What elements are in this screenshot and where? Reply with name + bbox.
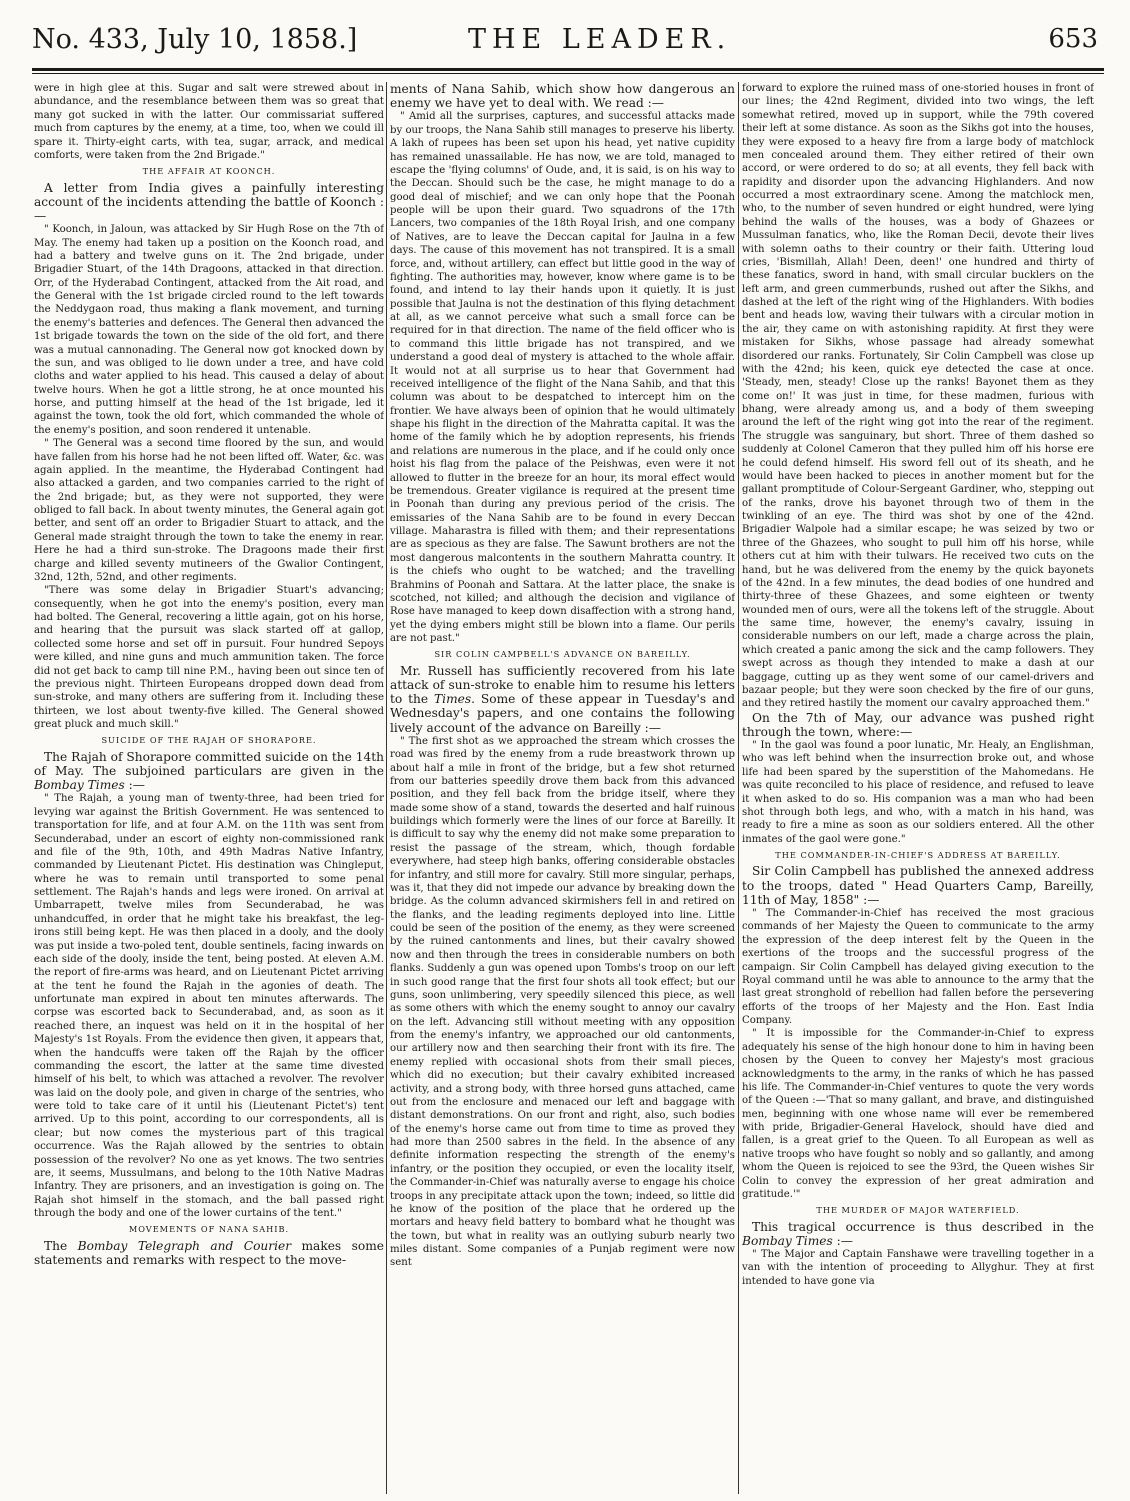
column-2 — [390, 82, 735, 1494]
text-run: . Some of these appear in Tuesday's and Wednesday's papers, and one contains the following lively account of the advance on Bareilly :— — [390, 692, 735, 735]
column-1 — [34, 82, 384, 1494]
paragraph: " The Commander-in-Chief has received the most gracious commands of her Majesty the Queen to communicate to the army the expression of the deep interest felt by the Queen in the exertions of the troops and the successful progress of the campaign. Sir Colin Campbell has delayed giving execution to the Royal command until he was able to announce to the army that the last great stronghold of rebellion had fallen before the persevering efforts of the troops of her Majesty and the Hon. East India Company. — [742, 908, 1094, 1027]
publication-title: Times — [434, 692, 472, 707]
section-heading: MOVEMENTS OF NANA SAHIB. — [128, 1224, 290, 1235]
paragraph: " In the gaol was found a poor lunatic, Mr. Healy, an Englishman, who was left behind when the insurrection broke out, and whose life had been spared by the superstition of the Mahomedans. He was quite reconciled to his place of residence, and refused to leave it when asked to do so. His companion was a man who had been shot through both legs, and who, with a match in his hand, was ready to fire a mine as soon as our soldiers entered. All the other inmates of the gaol were gone." — [742, 740, 1094, 845]
paragraph: " The first shot as we approached the stream which crosses the road was fired by the enemy from a rude breastwork thrown up about half a mile in front of the bridge, but a few shot returned from our batteries speedily drove them back from this advanced position, and they fell back from the bridge itself, where they made some show of a stand, towards the deserted and half ruinous buildings which formerly were the lines of our force at Bareilly. It is difficult to say why the enemy did not make some preparation to resist the passage of the stream, which, though fordable everywhere, had steep high banks, offering considerable obstacles for infantry, and still more for cavalry. Still more singular, perhaps, was it, that they did not impede our advance by breaking down the bridge. As the column advanced skirmishers fell in and retired on the flanks, and the leading regiments deployed into line. Little could be seen of the position of the enemy, as they were screened by the ruined cantonments and lines, but their cavalry showed now and then through the trees in considerable numbers on both flanks. Suddenly a gun was opened upon Tombs's troop on our left in such good range that the first four shots all took effect; but our guns, soon unlimbering, very speedily silenced this piece, as well as some others with which the enemy sought to annoy our cavalry on the left. Advancing still without meeting with any opposition from the enemy's infantry, we approached our old cantonments, our artillery now and then searching their front with its fire. The enemy replied with occasional shots from their small pieces, which did no execution; but their cavalry exhibited increased activity, and a strong body, with three horsed guns attached, came out from the enclosure and menaced our left and baggage with distant demonstrations. On our front and right, also, such bodies of the enemy's horse came out from time to time as proved they had more than 2500 sabres in the field. In the absence of any definite information respecting the strength of the enemy's infantry, or the position they occupied, or even the locality itself, the Commander-in-Chief was naturally averse to engage his choice troops in any precipitate attack upon the town; indeed, so little did he know of the position of the place that he ordered up the mortars and heavy field battery to bombard what he thought was the town, but what in reality was an outlying suburb nearly two miles distant. Some companies of a Punjab regiment were now sent — [390, 735, 735, 1269]
paragraph: Sir Colin Campbell has published the annexed address to the troops, dated " Head Quarters Camp, Bareilly, 11th of May, 1858" :— — [742, 864, 1094, 907]
paragraph: On the 7th of May, our advance was pushed right through the town, where:— — [742, 710, 1094, 739]
paragraph — [34, 1239, 384, 1267]
paragraph — [390, 664, 735, 735]
text-run: makes some statements and remarks with respect to the move- — [34, 1238, 384, 1268]
text-run: This tragical occurrence is thus described in the — [752, 1219, 1094, 1234]
section-heading: THE MURDER OF MAJOR WATERFIELD. — [816, 1205, 1020, 1216]
publication-title: Bombay Times — [34, 778, 125, 793]
text-run: :— — [124, 778, 145, 793]
text-run: The Rajah of Shorapore committed suicide on the 14th of May. The subjoined particulars are given in the — [34, 749, 384, 779]
paragraph: " The General was a second time floored by the sun, and would have fallen from his horse had he not been lifted off. Water, &c. was again applied. In the meantime, the Hyderabad Contingent had also attacked a garden, and two companies carried to the right of the 2nd brigade; but, as they were not supported, they were obliged to fall back. In about twenty minutes, the General again got better, and sent off an order to Brigadier Stuart to attack, and the General made straight through the town to take the enemy in rear. Here he had a third sun-stroke. The Dragoons made their first charge and killed seventy mutineers of the Gwalior Contingent, 32nd, 12th, 52nd, and other regiments. — [34, 438, 384, 583]
page-number: 653 — [1048, 24, 1098, 54]
paragraph: " It is impossible for the Commander-in-Chief to express adequately his sense of the high honour done to him in having been chosen by the Queen to convey her Majesty's most gracious acknowledgments to the army, in the ranks of which he has passed his life. The Commander-in-Chief ventures to quote the very words of the Queen :—'That so many gallant, and brave, and distinguished men, beginning with one whose name will ever be remembered with pride, Brigadier-General Havelock, should have died and fallen, is a great grief to the Queen. To all European as well as native troops who have fought so nobly and so gallantly, and among whom the Queen is rejoiced to see the 93rd, the Queen wishes Sir Colin to convey the expression of her great admiration and gratitude.'" — [742, 1028, 1094, 1200]
paragraph: " The Major and Captain Fanshawe were travelling together in a van with the intention of proceeding to Allyghur. They at first intended to have gone via — [742, 1249, 1094, 1287]
section-heading: SIR COLIN CAMPBELL'S ADVANCE ON BAREILLY. — [434, 649, 691, 660]
masthead: THE LEADER. — [468, 24, 732, 55]
publication-title: Bombay Telegraph and Courier — [77, 1238, 292, 1253]
column-divider — [386, 82, 387, 1494]
section-heading: THE AFFAIR AT KOONCH. — [142, 166, 276, 177]
paragraph: A letter from India gives a painfully interesting account of the incidents attending the battle of Koonch :— — [34, 180, 384, 224]
paragraph: ments of Nana Sahib, which show how dangerous an enemy we have yet to deal with. We read :— — [390, 82, 735, 111]
paragraph — [34, 750, 384, 793]
text-run: Mr. Russell has sufficiently recovered from his late attack of sun-stroke to enable him to resume his letters to the — [390, 663, 735, 707]
paragraph: forward to explore the ruined mass of one-storied houses in front of our lines; the 42nd Regiment, divided into two wings, the left somewhat retired, moved up in support, while the 79th covered their left at some distance. As soon as the Sikhs got into the houses, they were exposed to a heavy fire from a large body of matchlock men concealed around them. They either retired of their own accord, or were ordered to do so; at all events, they fell back with rapidity and disorder upon the advancing Highlanders. And now occurred a most extraordinary scene. Among the matchlock men, who, to the number of seven hundred or eight hundred, were lying behind the walls of the houses, was a body of Ghazees or Mussulman fanatics, who, like the Roman Decii, devote their lives with solemn oaths to their country or their faith. Uttering loud cries, 'Bismillah, Allah! Deen, deen!' one hundred and thirty of these fanatics, sword in hand, with small circular bucklers on the left arm, and green cummerbunds, rushed out after the Sikhs, and dashed at the left of the right wing of the Highlanders. With bodies bent and heads low, waving their tulwars with a circular motion in the air, they came on with astonishing rapidity. At first they were mistaken for Sikhs, whose passage had already somewhat disordered our ranks. Fortunately, Sir Colin Campbell was close up with the 42nd; his keen, quick eye detected the case at once. 'Steady, men, steady! Close up the ranks! Bayonet them as they come on!' It was just in time, for these madmen, furious with bhang, were already among us, and a body of them sweeping around the left of the right wing got into the rear of the regiment. The struggle was sanguinary, but short. Three of them dashed so suddenly at Colonel Cameron that they pulled him off his horse ere he could defend himself. His sword fell out of its sheath, and he would have been hacked to pieces in another moment but for the gallant promptitude of Colour-Sergeant Gardiner, who, stepping out of the ranks, drove his bayonet through two of them in the twinkling of an eye. The third was shot by one of the 42nd. Brigadier Walpole had a similar escape; he was seized by two or three of the Ghazees, who sought to pull him off his horse, while others cut at him with their tulwars. He received two cuts on the hand, but he was delivered from the enemy by the quick bayonets of the 42nd. In a few minutes, the dead bodies of one hundred and thirty-three of these Ghazees, and some eighteen or twenty wounded men of ours, were all the tokens left of the struggle. About the same time, however, the enemy's cavalry, issuing in considerable numbers on our left, made a charge across the plain, which created a panic among the sick and the camp followers. They swept across as though they intended to make a dash at our baggage, cutting up as they went some of our camel-drivers and bazaar people; but they were soon checked by the fire of our guns, and they retired hastily the moment our cavalry approached them." — [742, 83, 1094, 710]
page-header — [32, 16, 1104, 74]
header-rule — [32, 68, 1104, 71]
column-3 — [742, 82, 1094, 1494]
text-run: The — [44, 1238, 78, 1253]
publication-title: Bombay Times — [742, 1233, 833, 1248]
paragraph — [742, 1220, 1094, 1248]
paragraph: " Amid all the surprises, captures, and successful attacks made by our troops, the Nana Sahib still manages to preserve his liberty. A lakh of rupees has been set upon his head, yet native cupidity has remained unassailable. He has now, we are told, managed to escape the 'flying columns' of Oude, and, it is said, is on his way to the Deccan. Should such be the case, he might manage to do a good deal of mischief; and we can only hope that the Poonah people will be upon their guard. Two squadrons of the 17th Lancers, two companies of the 18th Royal Irish, and one company of Natives, are to leave the Deccan capital for Jaulna in a few days. The cause of this movement has not transpired. It is a small force, and, without artillery, can effect but little good in the way of fighting. The authorities may, however, know where game is to be found, and intend to lay their hands upon it quietly. It is just possible that Jaulna is not the destination of this flying detachment at all, as we cannot perceive what such a small force can be required for in that direction. The name of the field officer who is to command this little brigade has not transpired, and we understand a good deal of mystery is attached to the whole affair. It would not at all surprise us to hear that Government had received intelligence of the flight of the Nana Sahib, and that this column was about to be despatched to intercept him on the frontier. We have always been of opinion that he would ultimately shape his flight in the direction of the Mahratta capital. It was the home of the family which he by adoption represents, his friends and relations are numerous in the place, and if he could only once hoist his flag from the palace of the Peishwas, even were it not allowed to flutter in the breeze for an hour, its moral effect would be tremendous. Greater vigilance is required at the present time in Poonah than during any previous period of the crisis. The emissaries of the Nana Sahib are to be found in every Deccan village. Maharastra is filled with them; and their representations are as specious as they are false. The Sawunt brothers are not the most dangerous malcontents in the southern Mahratta country. It is the chiefs who ought to be watched; and the travelling Brahmins of Poonah and Sattara. At the latter place, the snake is scotched, not killed; and although the decision and vigilance of Rose have managed to keep down disaffection with a strong hand, yet the dying embers might still be blown into a flame. Our perils are not past." — [390, 111, 735, 645]
paragraph: "There was some delay in Brigadier Stuart's advancing; consequently, when he got into the enemy's position, every man had bolted. The General, recovering a little again, got on his horse, and hearing that the pursuit was slack started off at gallop, collected some horse and set off in pursuit. Four hundred Sepoys were killed, and nine guns and much ammunition taken. The force did not get back to camp till nine P.M., having been out since ten of the previous night. Thirteen Europeans dropped down dead from sun-stroke, and many others are suffering from it. Including these thirteen, we lost about twenty-five killed. The General showed great pluck and much skill." — [34, 585, 384, 731]
issue-line: No. 433, July 10, 1858.] — [32, 24, 358, 55]
section-heading: THE COMMANDER-IN-CHIEF'S ADDRESS AT BAREILLY. — [775, 850, 1061, 861]
header-rule-thin — [32, 73, 1104, 74]
paragraph: " The Rajah, a young man of twenty-three, had been tried for levying war against the British Government. He was sentenced to transportation for life, and at four A.M. on the 11th was sent from Secunderabad, under an escort of eighty non-commissioned rank and file of the 9th, 10th, and 49th Madras Native Infantry, commanded by Lieutenant Pictet. His destination was Chingleput, where he was to remain until transported to some penal settlement. The Rajah's hands and legs were ironed. On arrival at Umbarrapett, twelve miles from Secunderabad, he was unhandcuffed, in order that he might take his breakfast, the leg-irons still being kept. He was then placed in a dooly, and the dooly was put inside a two-poled tent, double sentinels, facing inwards on each side of the dooly, inside the tent, being posted. At eleven A.M. the report of fire-arms was heard, and on Lieutenant Pictet arriving at the tent he found the Rajah in the agonies of death. The unfortunate man expired in about ten minutes afterwards. The corpse was escorted back to Secunderabad, and, as soon as it reached there, an inquest was held on it in the hospital of her Majesty's 1st Royals. From the evidence then given, it appears that, when the handcuffs were taken off the Rajah by the officer commanding the escort, the latter at the same time divested himself of his belt, to which was attached a revolver. The revolver was laid on the dooly pole, and given in charge of the sentries, who were told to take care of it until his (Lieutenant Pictet's) tent arrived. Up to this point, according to our correspondents, all is clear; but now comes the mysterious part of this tragical occurrence. Was the Rajah allowed by the sentries to obtain possession of the revolver? No one as yet knows. The two sentries are, it seems, Mussulmans, and belong to the 10th Native Madras Infantry. They are prisoners, and an investigation is going on. The Rajah shot himself in the stomach, and the ball passed right through the body and one of the lower curtains of the tent." — [34, 793, 384, 1220]
paragraph: were in high glee at this. Sugar and salt were strewed about in abundance, and the resemblance between them was so great that many got sucked in with the latter. Our commissariat suffered much from captures by the enemy, at a time, too, when we could ill spare it. Thirty-eight carts, with tea, sugar, arrack, and medical comforts, were taken from the 2nd Brigade." — [34, 83, 384, 161]
text-run: :— — [832, 1233, 853, 1248]
section-heading: SUICIDE OF THE RAJAH OF SHORAPORE. — [101, 735, 317, 746]
column-divider — [738, 82, 739, 1494]
paragraph: " Koonch, in Jaloun, was attacked by Sir Hugh Rose on the 7th of May. The enemy had taken up a position on the Koonch road, and had a battery and twelve guns on it. The 2nd brigade, under Brigadier Stuart, of the 14th Dragoons, attacked in that direction. Orr, of the Hyderabad Contingent, attacked from the Ait road, and the General with the 1st brigade circled round to the left towards the Neddygaon road, thus making a flank movement, and turning the enemy's batteries and defences. The General then advanced the 1st brigade towards the town on the side of the old fort, and there was a mutual cannonading. The General now got knocked down by the sun, and was obliged to lie down under a tree, and have cold cloths and water applied to his head. This caused a delay of about twelve hours. When he got a little strong, he at once mounted his horse, and putting himself at the head of the 1st brigade, led it against the town, took the old fort, which commanded the whole of the enemy's position, and soon rendered it untenable. — [34, 224, 384, 436]
